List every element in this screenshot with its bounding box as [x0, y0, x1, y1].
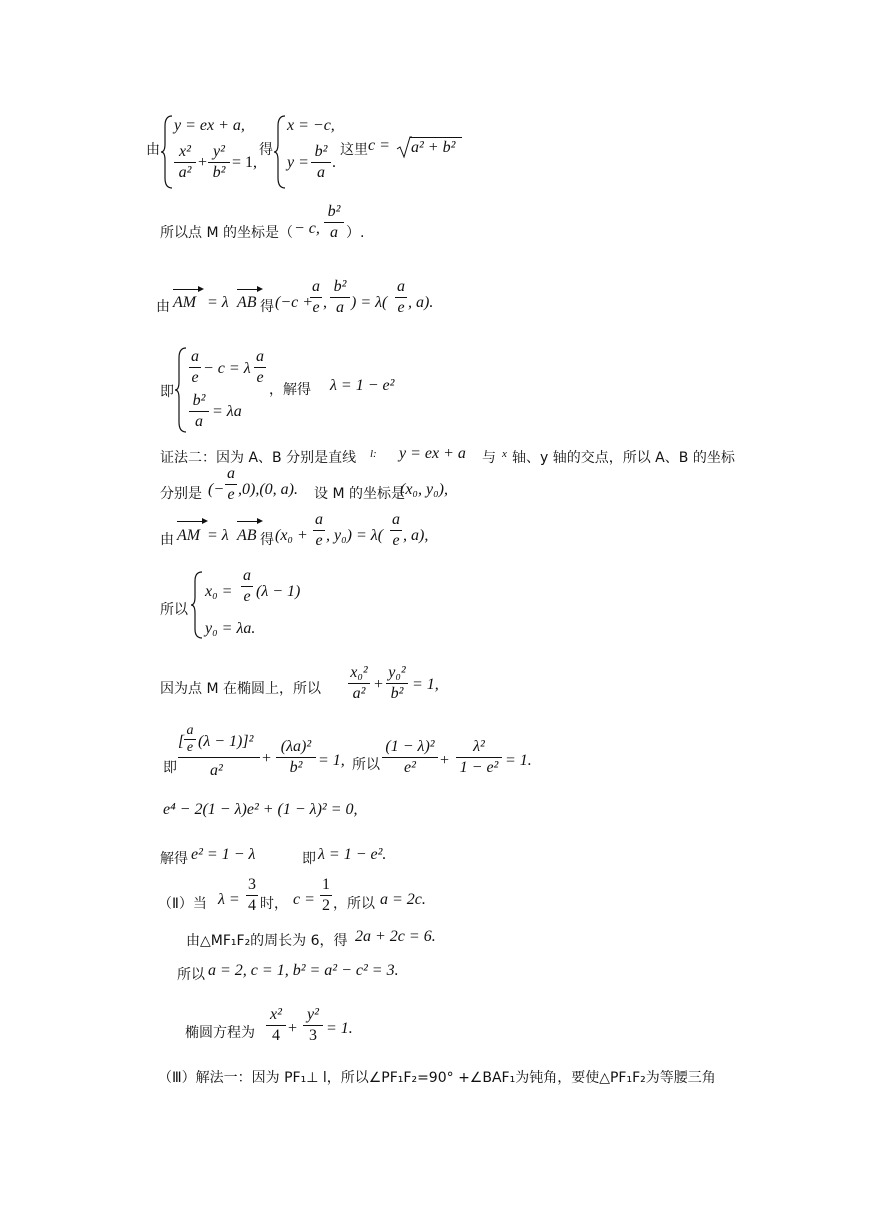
sys2-frac: b² a [311, 143, 331, 182]
left-brace-icon [190, 570, 204, 640]
sys1-frac2: y² b² [208, 143, 230, 182]
polynomial-line: e⁴ − 2(1 − λ)e² + (1 − λ)² = 0, [163, 801, 358, 818]
sys2-line1: x = −c, [287, 117, 335, 134]
part-three-line: （Ⅲ）解法一：因为 PF₁⊥ l，所以∠PF₁F₂=90° +∠BAF₁为钝角，要使△PF₁F₂为等腰三角 [158, 1070, 716, 1086]
left-brace-icon [174, 346, 188, 434]
sqrt-icon [396, 135, 412, 159]
left-brace-icon [273, 114, 287, 190]
here-label: 这里 [340, 142, 368, 158]
sys1-frac1: x² a² [174, 143, 196, 182]
you-label: 由 [146, 142, 160, 158]
sys1-line1: y = ex + a, [174, 117, 245, 134]
de-label: 得 [259, 142, 273, 158]
sqrt-content: a² + b² [411, 139, 456, 156]
left-brace-icon [160, 114, 174, 190]
